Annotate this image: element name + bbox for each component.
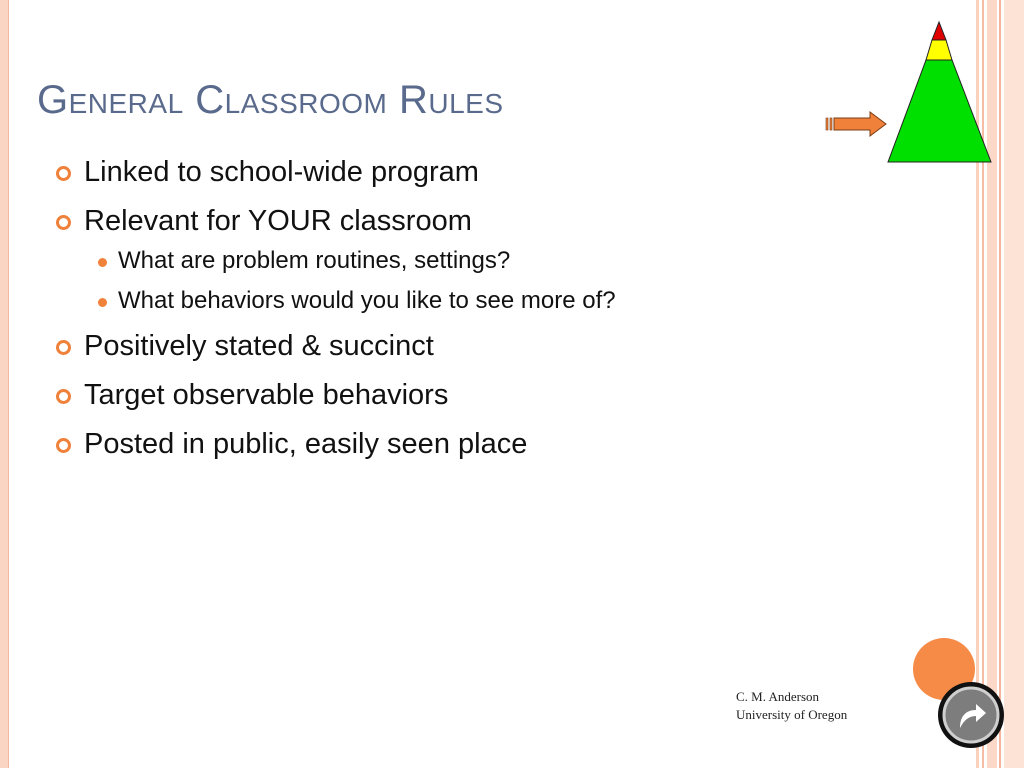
bullet-item xyxy=(56,201,816,317)
slide-title: General Classroom Rules xyxy=(37,78,504,122)
dot-bullet-icon xyxy=(98,258,107,267)
ring-bullet-icon xyxy=(56,389,71,404)
dot-bullet-icon xyxy=(98,298,107,307)
bullet-list xyxy=(56,152,816,473)
author-credit xyxy=(736,688,847,724)
sub-bullet-text: What are problem routines, settings? xyxy=(118,247,511,274)
sub-bullet-list xyxy=(84,245,816,317)
ring-bullet-icon xyxy=(56,438,71,453)
ring-bullet-icon xyxy=(56,166,71,181)
bullet-text: Posted in public, easily seen place xyxy=(84,428,528,460)
bullet-item xyxy=(56,375,816,415)
ring-bullet-icon xyxy=(56,340,71,355)
bullet-item xyxy=(56,326,816,366)
bullet-text: Linked to school-wide program xyxy=(84,156,479,188)
return-arrow-icon xyxy=(938,682,1004,748)
left-border-stripe xyxy=(0,0,9,768)
bullet-item xyxy=(56,424,816,464)
bullet-text: Target observable behaviors xyxy=(84,379,449,411)
return-button[interactable] xyxy=(938,682,1004,748)
bullet-item xyxy=(56,152,816,192)
bullet-text: Relevant for YOUR classroom xyxy=(84,205,472,237)
bullet-text: Positively stated & succinct xyxy=(84,330,434,362)
sub-bullet-item xyxy=(98,285,816,317)
sub-bullet-text: What behaviors would you like to see more of? xyxy=(118,287,616,314)
three-tier-pyramid-icon xyxy=(880,20,998,166)
sub-bullet-item xyxy=(98,245,816,277)
author-affiliation: University of Oregon xyxy=(736,707,848,722)
ring-bullet-icon xyxy=(56,215,71,230)
right-arrow-icon xyxy=(824,110,890,138)
author-name: C. M. Anderson xyxy=(736,689,820,704)
